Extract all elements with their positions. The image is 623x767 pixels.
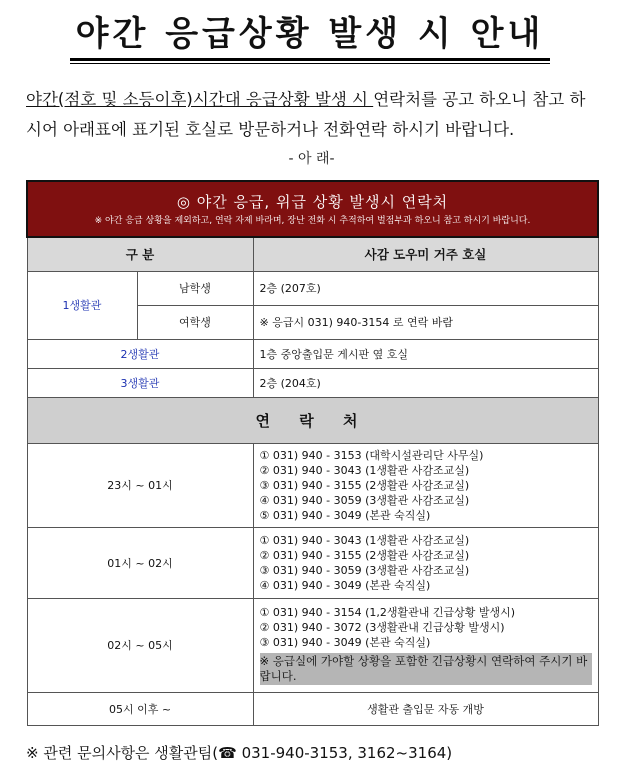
- dorm1-label: 1생활관: [27, 271, 137, 339]
- contact-line: ③ 031) 940 - 3059 (3생활관 사감조교실): [259, 563, 470, 577]
- col-room-header: 사감 도우미 거주 호실: [253, 237, 598, 271]
- col-division-header: 구 분: [27, 237, 253, 271]
- contact-line: ② 031) 940 - 3043 (1생활관 사감조교실): [259, 463, 470, 477]
- slot2-contacts: [253, 527, 598, 598]
- dorm3-room: 2층 (204호): [253, 368, 598, 397]
- intro-text-part2: 연락처를 공고 하오니 참고 하시어 아래표에 표기된 호실로 방문하거나 전화연락 하시기 바랍니다.: [26, 90, 586, 139]
- female-room: ※ 응급시 031) 940-3154 로 연락 바람: [253, 305, 598, 339]
- slot1-contacts: [253, 443, 598, 527]
- slot4-text: 생활관 출입문 자동 개방: [253, 692, 598, 725]
- contact-line: ③ 031) 940 - 3155 (2생활관 사감조교실): [259, 478, 470, 492]
- emergency-note: ※ 응급실에 가야할 상황을 포함한 긴급상황시 연락하여 주시기 바랍니다.: [260, 653, 592, 685]
- contact-line: ⑤ 031) 940 - 3049 (본관 숙직실): [259, 508, 431, 522]
- table-header-note: ※ 야간 응급 상황을 제외하고, 연락 자제 바라며, 장난 전화 시 추적하여 벌점부과 하오니 참고 하시기 바랍니다.: [94, 216, 531, 226]
- dorm2-label: 2생활관: [27, 339, 253, 368]
- page-title: 야간 응급상황 발생 시 안내: [70, 10, 550, 61]
- intro-paragraph: [26, 85, 601, 145]
- male-room: 2층 (207호): [253, 271, 598, 305]
- contact-line: ② 031) 940 - 3072 (3생활관내 긴급상황 발생시): [259, 621, 505, 634]
- contact-line: ④ 031) 940 - 3049 (본관 숙직실): [259, 578, 431, 592]
- dorm3-label: 3생활관: [27, 368, 253, 397]
- contact-table: [26, 180, 599, 726]
- slot1-time: 23시 ~ 01시: [27, 443, 253, 527]
- contact-line: ④ 031) 940 - 3059 (3생활관 사감조교실): [259, 493, 470, 507]
- slot4-time: 05시 이후 ~: [27, 692, 253, 725]
- slot3-time: 02시 ~ 05시: [27, 598, 253, 692]
- female-label: 여학생: [137, 305, 253, 339]
- table-header-title: ◎ 야간 응급, 위급 상황 발생시 연락처: [176, 193, 449, 211]
- contact-line: ① 031) 940 - 3153 (대학시설관리단 사무실): [259, 448, 484, 462]
- section-subtitle: - 아 래-: [288, 151, 335, 167]
- intro-text-part1: 야간(점호 및 소등이후)시간대 응급상황 발생 시: [26, 90, 374, 109]
- contact-line: ① 031) 940 - 3154 (1,2생활관내 긴급상황 발생시): [259, 606, 516, 619]
- footer-inquiry: ※ 관련 문의사항은 생활관팀(☎ 031-940-3153, 3162~3164): [26, 744, 453, 762]
- contact-line: ① 031) 940 - 3043 (1생활관 사감조교실): [259, 533, 470, 547]
- contact-section-header: 연 락 처: [27, 397, 598, 443]
- slot3-contacts: [253, 598, 598, 692]
- slot2-time: 01시 ~ 02시: [27, 527, 253, 598]
- title-underline: [70, 63, 550, 64]
- table-red-header: [27, 181, 598, 237]
- male-label: 남학생: [137, 271, 253, 305]
- contact-line: ② 031) 940 - 3155 (2생활관 사감조교실): [259, 548, 470, 562]
- contact-line: ③ 031) 940 - 3049 (본관 숙직실): [259, 636, 431, 649]
- dorm2-room: 1층 중앙출입문 게시판 옆 호실: [253, 339, 598, 368]
